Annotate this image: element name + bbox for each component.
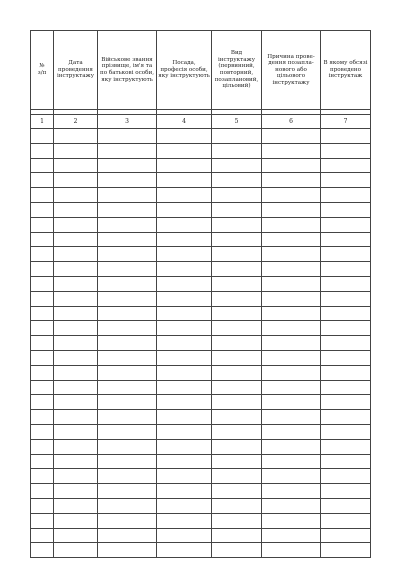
table-cell xyxy=(262,232,321,247)
table-row xyxy=(31,158,371,173)
table-cell xyxy=(31,129,54,144)
header-cell-date: Дата проведення інструктажу xyxy=(54,31,98,110)
table-cell xyxy=(262,365,321,380)
column-number-1: 1 xyxy=(31,115,54,129)
table-cell xyxy=(212,188,262,203)
header-row xyxy=(31,31,371,110)
table-cell xyxy=(262,498,321,513)
table-cell xyxy=(262,276,321,291)
table-cell xyxy=(262,484,321,499)
table-cell xyxy=(157,291,212,306)
table-row xyxy=(31,321,371,336)
table-cell xyxy=(321,188,371,203)
table-cell xyxy=(98,262,157,277)
table-row xyxy=(31,247,371,262)
header-cell-number: № з/п xyxy=(31,31,54,110)
table-row xyxy=(31,232,371,247)
table-cell xyxy=(31,380,54,395)
table-cell xyxy=(157,469,212,484)
table-cell xyxy=(31,232,54,247)
table-cell xyxy=(321,158,371,173)
table-row xyxy=(31,143,371,158)
table-cell xyxy=(54,543,98,558)
table-cell xyxy=(98,350,157,365)
table-cell xyxy=(157,543,212,558)
table-cell xyxy=(321,129,371,144)
table-cell xyxy=(321,410,371,425)
table-cell xyxy=(31,247,54,262)
table-cell xyxy=(54,439,98,454)
table-cell xyxy=(262,350,321,365)
table-cell xyxy=(212,321,262,336)
table-cell xyxy=(98,484,157,499)
table-cell xyxy=(54,498,98,513)
table-cell xyxy=(157,424,212,439)
table-row xyxy=(31,188,371,203)
table-cell xyxy=(321,173,371,188)
table-cell xyxy=(212,217,262,232)
table-row xyxy=(31,424,371,439)
table-cell xyxy=(98,395,157,410)
table-cell xyxy=(54,528,98,543)
table-cell xyxy=(98,365,157,380)
table-cell xyxy=(321,469,371,484)
table-cell xyxy=(157,513,212,528)
table-cell xyxy=(262,173,321,188)
table-row xyxy=(31,528,371,543)
table-row xyxy=(31,350,371,365)
table-cell xyxy=(54,454,98,469)
table-cell xyxy=(31,484,54,499)
header-cell-reason: Причина прове- дення позапла- нового або цільового інструктажу xyxy=(262,31,321,110)
table-cell xyxy=(98,217,157,232)
table-row xyxy=(31,498,371,513)
table-cell xyxy=(54,262,98,277)
table-cell xyxy=(31,321,54,336)
table-cell xyxy=(31,173,54,188)
table-cell xyxy=(262,395,321,410)
table-cell xyxy=(321,424,371,439)
table-cell xyxy=(262,217,321,232)
table-row xyxy=(31,410,371,425)
table-cell xyxy=(212,158,262,173)
table-cell xyxy=(262,469,321,484)
table-cell xyxy=(98,247,157,262)
table-cell xyxy=(157,262,212,277)
table-cell xyxy=(262,306,321,321)
table-row xyxy=(31,129,371,144)
column-number-3: 3 xyxy=(98,115,157,129)
table-cell xyxy=(157,217,212,232)
table-cell xyxy=(157,158,212,173)
table-cell xyxy=(98,498,157,513)
table-cell xyxy=(212,365,262,380)
table-cell xyxy=(98,424,157,439)
table-row xyxy=(31,291,371,306)
table-cell xyxy=(31,498,54,513)
table-cell xyxy=(31,202,54,217)
table-row xyxy=(31,202,371,217)
table-cell xyxy=(262,143,321,158)
table-cell xyxy=(54,188,98,203)
table-cell xyxy=(98,173,157,188)
table-cell xyxy=(31,350,54,365)
table-cell xyxy=(212,424,262,439)
table-cell xyxy=(31,188,54,203)
table-cell xyxy=(157,202,212,217)
table-cell xyxy=(31,336,54,351)
table-cell xyxy=(321,321,371,336)
table-cell xyxy=(262,158,321,173)
table-cell xyxy=(157,232,212,247)
table-cell xyxy=(54,336,98,351)
table-row xyxy=(31,262,371,277)
table-cell xyxy=(98,188,157,203)
table-cell xyxy=(212,469,262,484)
table-cell xyxy=(212,543,262,558)
table-cell xyxy=(54,276,98,291)
table-row xyxy=(31,217,371,232)
table-cell xyxy=(157,350,212,365)
table-cell xyxy=(321,306,371,321)
table-cell xyxy=(31,439,54,454)
table-cell xyxy=(212,129,262,144)
table-cell xyxy=(98,439,157,454)
table-cell xyxy=(157,380,212,395)
table-cell xyxy=(157,188,212,203)
table-row xyxy=(31,365,371,380)
table-cell xyxy=(321,498,371,513)
table-cell xyxy=(157,498,212,513)
table-cell xyxy=(157,528,212,543)
table-cell xyxy=(157,395,212,410)
table-cell xyxy=(321,513,371,528)
table-row xyxy=(31,395,371,410)
table-cell xyxy=(212,336,262,351)
table-cell xyxy=(157,306,212,321)
table-cell xyxy=(98,380,157,395)
table-cell xyxy=(31,143,54,158)
table-cell xyxy=(54,202,98,217)
table-cell xyxy=(98,321,157,336)
table-cell xyxy=(212,395,262,410)
table-cell xyxy=(157,276,212,291)
table-cell xyxy=(212,202,262,217)
table-cell xyxy=(321,247,371,262)
table-cell xyxy=(321,484,371,499)
table-cell xyxy=(157,454,212,469)
table-cell xyxy=(212,232,262,247)
table-cell xyxy=(98,528,157,543)
table-cell xyxy=(321,143,371,158)
table-cell xyxy=(212,380,262,395)
table-cell xyxy=(31,365,54,380)
table-cell xyxy=(157,143,212,158)
table-row xyxy=(31,513,371,528)
table-row xyxy=(31,543,371,558)
table-cell xyxy=(262,543,321,558)
table-cell xyxy=(262,528,321,543)
table-cell xyxy=(98,306,157,321)
instruction-log-table xyxy=(30,30,371,558)
table-cell xyxy=(212,454,262,469)
table-cell xyxy=(98,469,157,484)
table-cell xyxy=(321,528,371,543)
table-cell xyxy=(98,202,157,217)
table-cell xyxy=(212,410,262,425)
table-cell xyxy=(157,365,212,380)
table-cell xyxy=(157,439,212,454)
table-cell xyxy=(212,498,262,513)
table-cell xyxy=(262,129,321,144)
table-cell xyxy=(321,350,371,365)
table-cell xyxy=(31,410,54,425)
table-cell xyxy=(321,439,371,454)
table-cell xyxy=(212,291,262,306)
header-cell-position: Посада, професія особи, яку інструктують xyxy=(157,31,212,110)
table-cell xyxy=(262,454,321,469)
table-body xyxy=(31,129,371,558)
table-cell xyxy=(31,513,54,528)
table-cell xyxy=(31,262,54,277)
table-cell xyxy=(321,395,371,410)
table-cell xyxy=(54,158,98,173)
table-cell xyxy=(31,543,54,558)
table-cell xyxy=(54,291,98,306)
table-cell xyxy=(212,247,262,262)
table-cell xyxy=(321,543,371,558)
column-number-row xyxy=(31,115,371,129)
table-cell xyxy=(262,380,321,395)
table-cell xyxy=(54,380,98,395)
table-cell xyxy=(212,513,262,528)
table-cell xyxy=(262,439,321,454)
table-cell xyxy=(54,129,98,144)
table-row xyxy=(31,276,371,291)
table-cell xyxy=(212,276,262,291)
table-cell xyxy=(54,321,98,336)
table-cell xyxy=(31,276,54,291)
table-cell xyxy=(54,424,98,439)
table-cell xyxy=(212,173,262,188)
table-cell xyxy=(31,158,54,173)
table-cell xyxy=(212,484,262,499)
header-cell-scope: В якому обсязі проведено інструктаж xyxy=(321,31,371,110)
table-cell xyxy=(54,350,98,365)
table-cell xyxy=(31,469,54,484)
table-cell xyxy=(321,365,371,380)
table-cell xyxy=(212,306,262,321)
table-cell xyxy=(98,543,157,558)
column-number-5: 5 xyxy=(212,115,262,129)
table-cell xyxy=(321,454,371,469)
table-cell xyxy=(262,291,321,306)
table-cell xyxy=(54,410,98,425)
table-cell xyxy=(98,232,157,247)
table-cell xyxy=(54,143,98,158)
table-cell xyxy=(262,188,321,203)
table-cell xyxy=(321,262,371,277)
table-cell xyxy=(98,129,157,144)
table-cell xyxy=(321,232,371,247)
table-cell xyxy=(98,291,157,306)
table-cell xyxy=(262,247,321,262)
table-row xyxy=(31,469,371,484)
table-cell xyxy=(212,143,262,158)
table-cell xyxy=(54,395,98,410)
table-cell xyxy=(98,336,157,351)
table-cell xyxy=(98,513,157,528)
header-cell-name: Військове звання прізвище, ім'я та по батькові особи, яку інструктують xyxy=(98,31,157,110)
table-cell xyxy=(31,306,54,321)
table-cell xyxy=(321,291,371,306)
table-cell xyxy=(262,321,321,336)
table-cell xyxy=(157,336,212,351)
table-cell xyxy=(262,410,321,425)
table-cell xyxy=(321,336,371,351)
table-cell xyxy=(212,262,262,277)
table-cell xyxy=(157,247,212,262)
table-cell xyxy=(262,513,321,528)
table-cell xyxy=(262,262,321,277)
table-row xyxy=(31,380,371,395)
table-cell xyxy=(31,528,54,543)
table-cell xyxy=(262,202,321,217)
table-row xyxy=(31,439,371,454)
table-cell xyxy=(54,232,98,247)
table-cell xyxy=(321,217,371,232)
table-cell xyxy=(157,484,212,499)
column-number-7: 7 xyxy=(321,115,371,129)
table-cell xyxy=(54,469,98,484)
table-cell xyxy=(54,306,98,321)
table-cell xyxy=(321,380,371,395)
table-cell xyxy=(321,276,371,291)
table-cell xyxy=(54,247,98,262)
table-cell xyxy=(212,350,262,365)
table-cell xyxy=(54,217,98,232)
table-cell xyxy=(31,395,54,410)
column-number-6: 6 xyxy=(262,115,321,129)
table-cell xyxy=(262,336,321,351)
table-cell xyxy=(31,217,54,232)
table-cell xyxy=(212,528,262,543)
table-cell xyxy=(98,410,157,425)
table-cell xyxy=(98,158,157,173)
table-row xyxy=(31,454,371,469)
table-cell xyxy=(157,129,212,144)
table-cell xyxy=(54,484,98,499)
column-number-2: 2 xyxy=(54,115,98,129)
table-cell xyxy=(212,439,262,454)
table-cell xyxy=(31,424,54,439)
table-cell xyxy=(157,410,212,425)
table-cell xyxy=(54,365,98,380)
table-cell xyxy=(157,321,212,336)
table-cell xyxy=(262,424,321,439)
table-cell xyxy=(321,202,371,217)
table-cell xyxy=(54,513,98,528)
table-row xyxy=(31,173,371,188)
table-cell xyxy=(54,173,98,188)
table-cell xyxy=(98,143,157,158)
table-row xyxy=(31,484,371,499)
column-number-4: 4 xyxy=(157,115,212,129)
table-row xyxy=(31,336,371,351)
table-cell xyxy=(31,454,54,469)
header-cell-type: Вид інструктажу (первинний, повторний, позаплановий, цільовий) xyxy=(212,31,262,110)
table-cell xyxy=(157,173,212,188)
table-cell xyxy=(98,454,157,469)
table-row xyxy=(31,306,371,321)
table-cell xyxy=(98,276,157,291)
table-cell xyxy=(31,291,54,306)
